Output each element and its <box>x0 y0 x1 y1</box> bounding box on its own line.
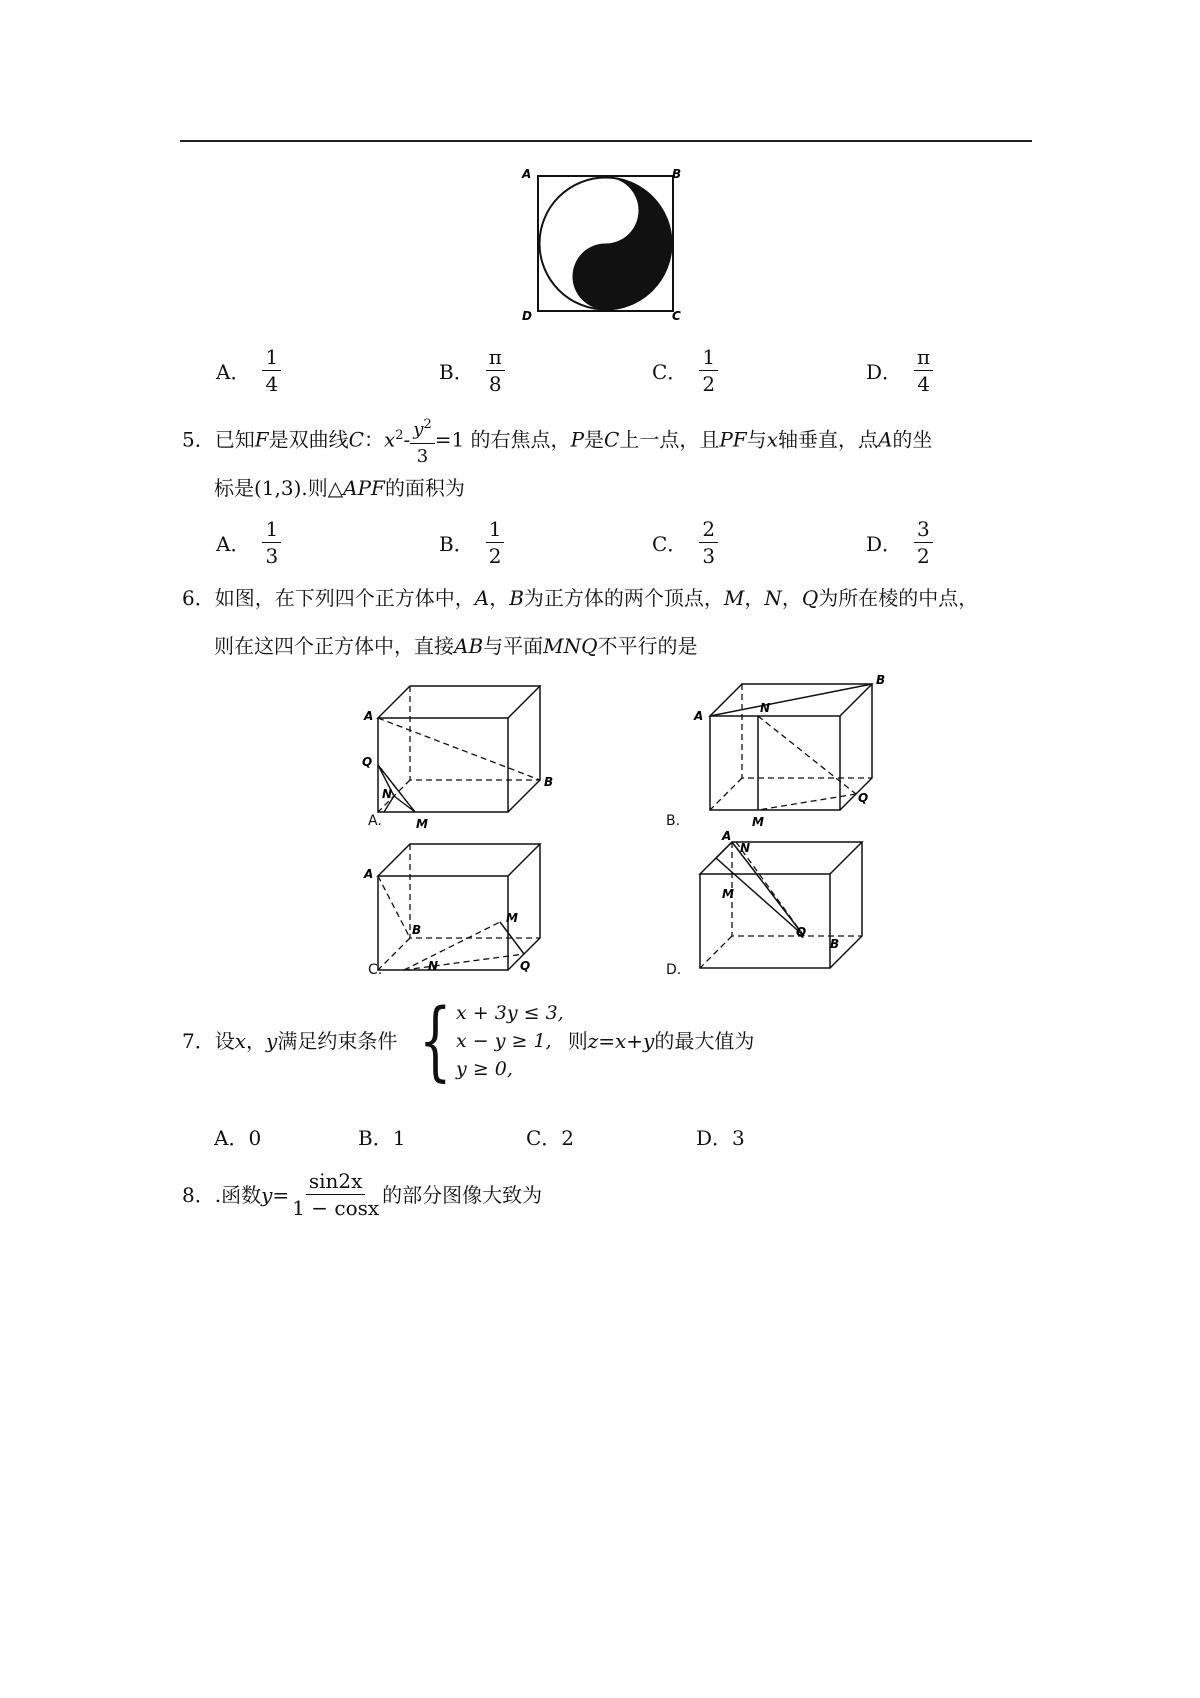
cube-d-caption: D. <box>666 962 682 978</box>
label-B: B <box>672 167 682 181</box>
q4-option-b: B． $\frac{\pi}{8}$ <box>439 346 505 395</box>
q7-option-c: C．2 <box>526 1126 575 1150</box>
label-D: D <box>522 309 532 323</box>
cube-c-label-M: M <box>506 911 518 925</box>
cube-a-label-Q: Q <box>362 755 373 769</box>
label-A: A <box>522 167 532 181</box>
q5-option-c: C． $\frac{2}{3}$ <box>652 518 718 567</box>
cube-a-caption: A. <box>368 813 382 829</box>
cube-d-label-M: M <box>722 887 734 901</box>
cube-d-label-A: A <box>722 829 732 843</box>
cube-a-label-A: A <box>364 709 374 723</box>
cube-a-label-M: M <box>416 817 428 831</box>
q4-option-c: C． $\frac{1}{2}$ <box>652 346 718 395</box>
cube-a-label-B: B <box>544 775 554 789</box>
q7-option-b: B．1 <box>358 1126 406 1150</box>
cube-c-label-N: N <box>428 959 439 973</box>
header-rule <box>180 140 1032 142</box>
cube-b-label-N: N <box>760 701 771 715</box>
q5-option-b: B． $\frac{1}{2}$ <box>439 518 504 567</box>
cube-c-label-Q: Q <box>520 959 531 973</box>
cube-c-caption: C. <box>368 962 383 978</box>
q4-option-d: D． $\frac{\pi}{4}$ <box>866 346 933 395</box>
constraint-system: { x + 3y ≤ 3, x − y ≥ 1, y ≥ 0, <box>419 991 564 1091</box>
taiji-figure <box>512 160 688 328</box>
cube-b-caption: B. <box>666 813 681 829</box>
cube-figure-a <box>360 676 560 836</box>
cube-d-label-N: N <box>740 841 751 855</box>
cube-b-label-B: B <box>876 673 886 687</box>
cube-d-label-B: B <box>830 937 840 951</box>
cube-figure-b <box>690 673 890 836</box>
cube-c-label-A: A <box>364 867 374 881</box>
q5-line2: 标是(1,3).则△APF的面积为 <box>214 476 465 500</box>
cube-b-label-A: A <box>694 709 704 723</box>
q5-option-d: D． $\frac{3}{2}$ <box>866 518 933 567</box>
q8-line: 8． .函数 y = $\frac{\sin 2x}{1 - \cos x}$ 的部分图像大致为 <box>182 1169 543 1220</box>
cube-b-label-Q: Q <box>858 791 869 805</box>
q5-option-a: A． $\frac{1}{3}$ <box>216 518 281 567</box>
q7-option-d: D．3 <box>696 1126 745 1150</box>
q6-line1: 6．如图，在下列四个正方体中，A，B为正方体的两个顶点，M，N，Q为所在棱的中点， <box>182 586 979 610</box>
q4-option-a: A． $\frac{1}{4}$ <box>216 346 281 395</box>
q5-line1: 5．已知F是双曲线C：$x^2-$ $\frac{y^2}{3}$ =1 的右焦点，P是C上一点，且PF与x轴垂直，点A的坐 <box>182 414 932 468</box>
q7-line: 7． 设 x ， y 满足约束条件 { x + 3y ≤ 3, x − y ≥ 1, y ≥ 0, 则 z=x+y 的最大值为 <box>182 991 755 1091</box>
cube-figure-d <box>690 829 890 998</box>
cube-c-label-B: B <box>412 923 422 937</box>
cube-b-label-M: M <box>752 815 764 829</box>
label-C: C <box>672 309 681 323</box>
cube-a-label-N: N <box>382 787 393 801</box>
q6-line2: 则在这四个正方体中，直接AB与平面MNQ不平行的是 <box>214 634 698 658</box>
q7-option-a: A．0 <box>214 1126 262 1150</box>
cube-figure-c <box>360 838 560 998</box>
cube-d-label-Q: Q <box>796 925 807 939</box>
